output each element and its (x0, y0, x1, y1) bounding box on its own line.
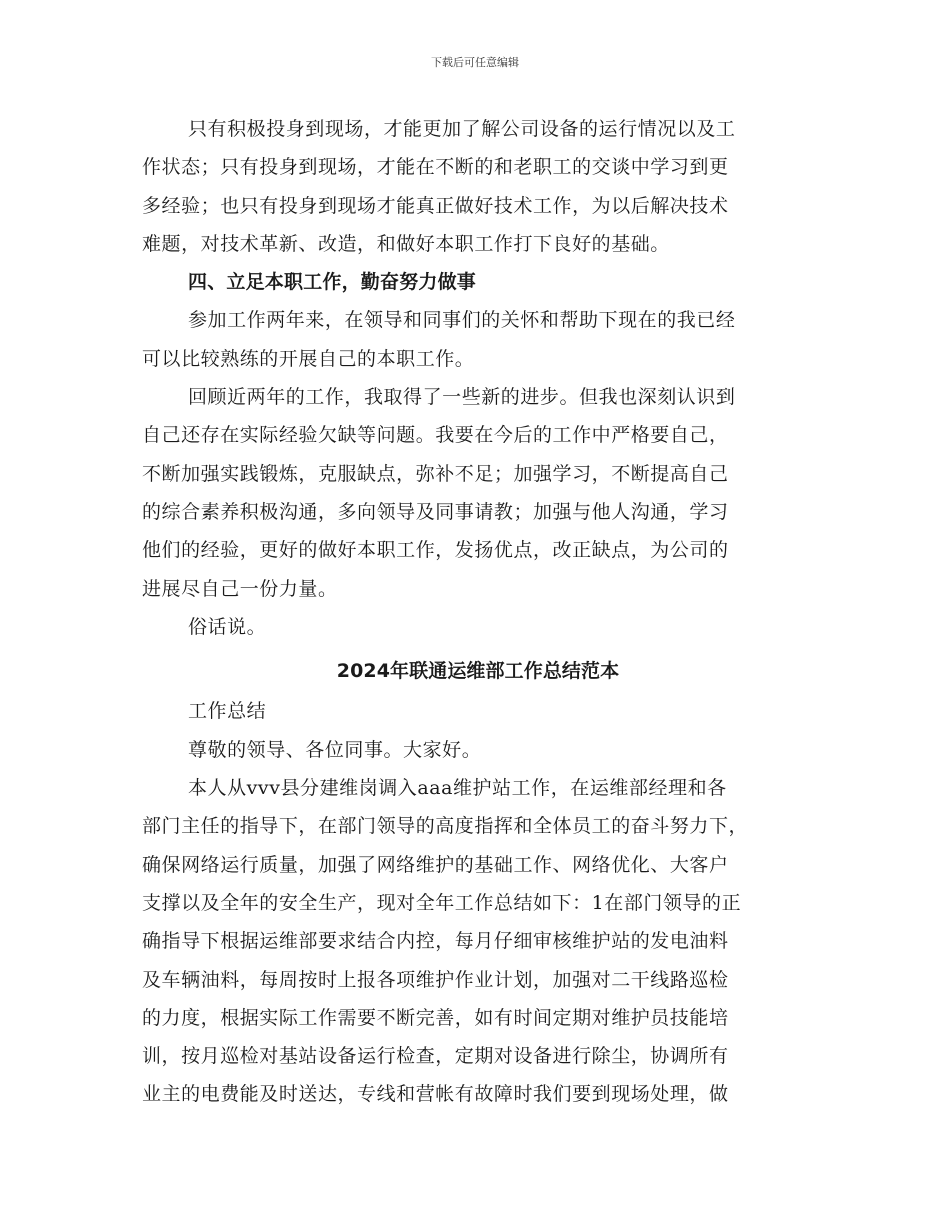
paragraph-line: 俗话说。 (188, 615, 267, 638)
paragraph-line: 部门主任的指导下，在部门领导的高度指挥和全体员工的奋斗努力下， (142, 815, 749, 838)
greeting-line: 尊敬的领导、各位同事。大家好。 (188, 738, 482, 761)
section-heading: 四、立足本职工作，勤奋努力做事 (188, 271, 477, 294)
paragraph-line: 本人从vvv县分建维岗调入aaa维护站工作，在运维部经理和各 (188, 777, 727, 800)
paragraph-line: 只有积极投身到现场，才能更加了解公司设备的运行情况以及工 (188, 118, 736, 140)
paragraph-line: 及车辆油料，每周按时上报各项维护作业计划，加强对二干线路巡检 (142, 968, 729, 991)
document-body (142, 110, 810, 1114)
paragraph-line: 参加工作两年来，在领导和同事们的关怀和帮助下现在的我已经 (188, 309, 736, 332)
paragraph-line: 训，按月巡检对基站设备运行检查，定期对设备进行除尘，协调所有 (142, 1045, 729, 1068)
paragraph-line: 回顾近两年的工作，我取得了一些新的进步。但我也深刻认识到 (188, 386, 736, 409)
paragraph-line: 支撑以及全年的安全生产，现对全年工作总结如下：1在部门领导的正 (142, 891, 742, 914)
document-subtitle: 工作总结 (188, 700, 267, 723)
paragraph-line: 自己还存在实际经验欠缺等问题。我要在今后的工作中严格要自己， (142, 424, 729, 447)
paragraph-line: 进展尽自己一份力量。 (142, 577, 338, 600)
paragraph-line: 难题，对技术革新、改造，和做好本职工作打下良好的基础。 (142, 232, 670, 255)
paragraph-line: 确保网络运行质量，加强了网络维护的基础工作、网络优化、大客户 (142, 853, 729, 876)
paragraph-line: 的综合素养积极沟通，多向领导及同事请教；加强与他人沟通，学习 (142, 500, 729, 523)
paragraph-line: 可以比较熟练的开展自己的本职工作。 (142, 347, 475, 370)
paragraph-line: 业主的电费能及时送达，专线和营帐有故障时我们要到现场处理，做 (142, 1083, 729, 1106)
paragraph-line: 多经验；也只有投身到现场才能真正做好技术工作，为以后解决技术 (142, 194, 729, 217)
page-header-note: 下载后可任意编辑 (431, 56, 519, 69)
paragraph-line: 确指导下根据运维部要求结合内控，每月仔细审核维护站的发电油料 (142, 930, 729, 953)
paragraph-line: 的力度，根据实际工作需要不断完善，如有时间定期对维护员技能培 (142, 1006, 729, 1029)
paragraph-line: 作状态；只有投身到现场，才能在不断的和老职工的交谈中学习到更 (142, 156, 729, 179)
paragraph-line: 不断加强实践锻炼，克服缺点，弥补不足；加强学习，不断提高自己 (142, 462, 729, 485)
paragraph-line: 他们的经验，更好的做好本职工作，发扬优点，改正缺点，为公司的 (142, 539, 729, 562)
document-title: 2024年联通运维部工作总结范本 (336, 660, 620, 683)
